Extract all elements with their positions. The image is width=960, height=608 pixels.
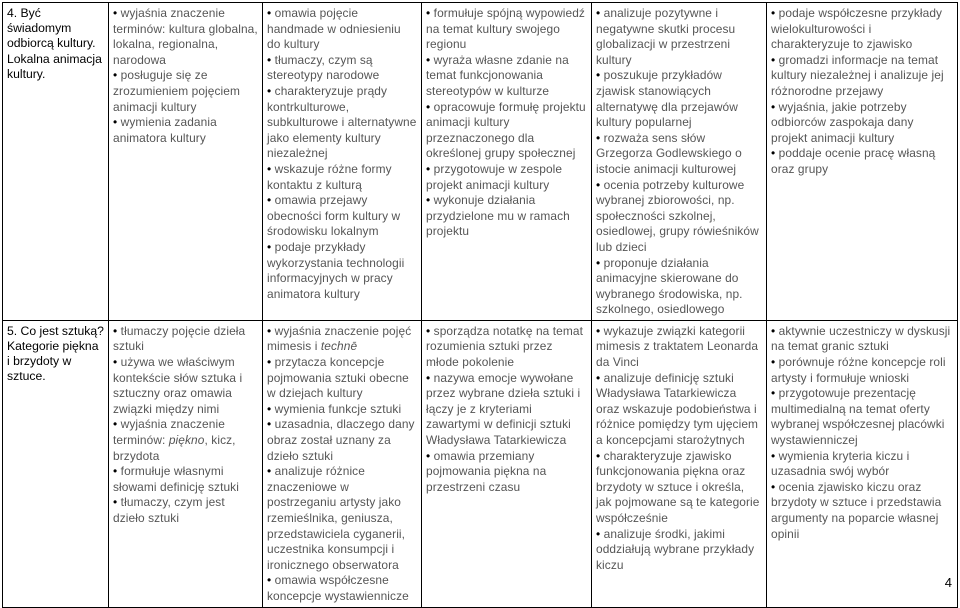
requirements-cell bbox=[109, 3, 263, 321]
requirement-text: uzasadnia, dlaczego dany obraz został uznany za dzieło sztuki bbox=[267, 417, 415, 463]
requirement-text: podaje przykłady wykorzystania technologii informacyjnych w pracy animatora kultury bbox=[267, 239, 405, 301]
requirement-text: wskazuje różne formy kontaktu z kulturą bbox=[267, 161, 392, 192]
requirement-item bbox=[113, 6, 258, 68]
requirement-item bbox=[596, 6, 762, 68]
requirement-text: analizuje pozytywne i negatywne skutki procesu globalizacji w przestrzeni kultury bbox=[596, 6, 736, 67]
requirement-item bbox=[596, 371, 762, 449]
requirement-term: technē bbox=[320, 339, 358, 354]
requirement-text: tłumaczy, czym jest dzieło sztuki bbox=[113, 495, 225, 525]
requirement-item bbox=[771, 146, 953, 177]
requirements-cell bbox=[263, 320, 422, 607]
requirement-item bbox=[771, 53, 953, 100]
requirement-item bbox=[771, 449, 953, 480]
requirement-text: wyjaśnia, jakie potrzeby odbiorców zaspokaja dany projekt animacji kultury bbox=[771, 99, 914, 145]
requirement-item bbox=[426, 193, 587, 240]
requirement-item bbox=[426, 371, 587, 449]
requirement-text: aktywnie uczestniczy w dyskusji na temat granic sztuki bbox=[771, 323, 951, 354]
requirement-text: posługuje się ze zrozumieniem pojęciem animacji kultury bbox=[113, 68, 240, 114]
requirement-text: wykazuje związki kategorii mimesis z traktatem Leonarda da Vinci bbox=[596, 323, 759, 370]
requirement-text: wyjaśnia znaczenie terminów: kultura globalna, lokalna, regionalna, narodowa bbox=[113, 6, 258, 67]
requirement-text: nazywa emocje wywołane przez wybrane dzieła sztuki i łączy je z kryteriami zawartymi w definicji sztuki Władysława Tatarkiewicza bbox=[426, 370, 581, 448]
requirement-text: analizuje definicję sztuki Władysława Tatarkiewicza oraz wskazuje podobieństwa i różnice pomiędzy tym ujęciem a koncepcjami starożytnych bbox=[596, 370, 759, 448]
requirement-item bbox=[596, 324, 762, 371]
requirement-text: opracowuje formułę projektu animacji kultury przeznaczonego dla określonej grupy społecznej bbox=[426, 99, 586, 161]
topic-cell bbox=[3, 3, 109, 321]
requirement-text: podaje współczesne przykłady wielokulturowości i charakteryzuje to zjawisko bbox=[771, 6, 943, 52]
requirement-text: przygotowuje w zespole projekt animacji kultury bbox=[426, 161, 563, 192]
requirement-text: formułuje własnymi słowami definicję sztuki bbox=[113, 464, 239, 494]
requirement-text: omawia współczesne koncepcje wystawiennicze bbox=[267, 573, 409, 603]
requirement-item bbox=[596, 68, 762, 130]
requirement-item bbox=[426, 449, 587, 496]
requirement-text: tłumaczy, czym są stereotypy narodowe bbox=[267, 52, 380, 83]
requirement-item bbox=[596, 527, 762, 574]
requirement-item bbox=[426, 324, 587, 371]
requirement-text: omawia pojęcie handmade w odniesieniu do kultury bbox=[267, 6, 401, 52]
table-row bbox=[3, 3, 958, 321]
requirement-text: przytacza koncepcje pojmowania sztuki obecne w dziejach kultury bbox=[267, 355, 409, 401]
requirement-item bbox=[426, 53, 587, 100]
requirement-item bbox=[267, 355, 417, 402]
requirement-item bbox=[771, 355, 953, 386]
requirement-item bbox=[596, 449, 762, 527]
requirement-text: porównuje różne koncepcje roli artysty i formułuje wnioski bbox=[771, 355, 946, 385]
topic-cell bbox=[3, 320, 109, 607]
requirement-item bbox=[113, 324, 258, 355]
requirements-cell bbox=[767, 3, 958, 321]
requirement-item bbox=[113, 355, 258, 417]
requirement-text: wykonuje działania przydzielone mu w ramach projektu bbox=[426, 193, 570, 239]
requirement-text: charakteryzuje prądy kontrkulturowe, subkulturowe i alternatywne jako elementy kultury niezależnej bbox=[267, 83, 417, 161]
table-row bbox=[3, 320, 958, 607]
requirement-text: rozważa sens słów Grzegorza Godlewskiego o istocie animacji kulturowej bbox=[596, 130, 742, 176]
requirement-item bbox=[113, 495, 258, 526]
requirement-item bbox=[267, 402, 417, 418]
requirement-text: omawia przejawy obecności form kultury w środowisku lokalnym bbox=[267, 193, 401, 239]
requirement-text: wymienia zadania animatora kultury bbox=[113, 115, 217, 145]
requirement-item bbox=[267, 53, 417, 84]
requirement-text: ocenia zjawisko kiczu oraz brzydoty w sztuce i przedstawia argumenty na poparcie własnej opinii bbox=[771, 479, 942, 541]
requirement-text: wymienia kryteria kiczu i uzasadnia swój wybór bbox=[771, 448, 910, 479]
requirements-cell bbox=[263, 3, 422, 321]
requirement-item bbox=[771, 386, 953, 448]
requirement-text: ocenia potrzeby kulturowe wybranej zbiorowości, np. społeczności szkolnej, osiedlowej, grupy rówieśników lub dzieci bbox=[596, 177, 759, 254]
requirement-text: analizuje różnice znaczeniowe w postrzeganiu artysty jako rzemieślnika, geniusza, przedstawiciela cyganerii, uczestnika konsumpcji i ironicznego obserwatora bbox=[267, 464, 406, 572]
curriculum-table bbox=[2, 2, 958, 608]
requirement-item bbox=[596, 178, 762, 256]
page-number: 4 bbox=[944, 575, 952, 590]
requirement-text-tail: , kicz, brzydota bbox=[113, 433, 236, 463]
requirement-text: analizuje środki, jakimi oddziałują wybrane przykłady kiczu bbox=[596, 526, 755, 572]
requirement-text: proponuje działania animacyjne skierowane do wybranego środowiska, np. szkolnego, osiedlowego bbox=[596, 255, 743, 317]
requirement-item bbox=[267, 240, 417, 302]
requirements-cell bbox=[422, 320, 592, 607]
requirement-text: wyjaśnia znaczenie terminów: bbox=[113, 417, 225, 448]
topic-subtitle: Lokalna animacja kultury. bbox=[7, 51, 102, 81]
requirement-item bbox=[267, 417, 417, 464]
requirement-item bbox=[771, 480, 953, 542]
requirement-item bbox=[113, 464, 258, 495]
requirement-text: poddaje ocenie pracę własną oraz grupy bbox=[771, 146, 936, 176]
requirement-text: używa we właściwym kontekście słów sztuka i sztuczny oraz omawia związki między nimi bbox=[113, 355, 243, 416]
requirement-text: gromadzi informacje na temat kultury niezależnej i analizuje jej różnorodne przejawy bbox=[771, 52, 944, 98]
requirement-text: wyraża własne zdanie na temat funkcjonowania stereotypów w kulturze bbox=[426, 52, 569, 98]
requirements-cell bbox=[422, 3, 592, 321]
requirements-cell bbox=[592, 3, 767, 321]
requirement-text: charakteryzuje zjawisko funkcjonowania piękna oraz brzydoty w sztuce i określa, jak pojmowane są te kategorie współcześnie bbox=[596, 448, 760, 525]
requirements-cell bbox=[109, 320, 263, 607]
requirement-item bbox=[113, 68, 258, 115]
requirement-text: przygotowuje prezentację multimedialną na temat oferty wybranej współczesnej placówki wystawienniczej bbox=[771, 386, 945, 448]
requirement-term: piękno bbox=[168, 433, 205, 448]
requirement-text: tłumaczy pojęcie dzieła sztuki bbox=[113, 323, 246, 354]
requirement-item bbox=[426, 100, 587, 162]
requirement-text: wymienia funkcje sztuki bbox=[274, 401, 402, 416]
requirement-item bbox=[267, 6, 417, 53]
requirements-cell bbox=[767, 320, 958, 607]
requirement-item bbox=[426, 162, 587, 193]
requirement-text: omawia przemiany pojmowania piękna na przestrzeni czasu bbox=[426, 448, 547, 494]
requirement-item bbox=[267, 84, 417, 162]
requirement-item bbox=[771, 6, 953, 53]
requirement-item bbox=[771, 100, 953, 147]
requirement-item bbox=[267, 573, 417, 604]
requirement-text: wyjaśnia znaczenie pojęć mimesis i bbox=[267, 323, 412, 354]
requirement-item bbox=[267, 464, 417, 573]
topic-title: 4. Być świadomym odbiorcą kultury. bbox=[7, 6, 96, 51]
requirement-item bbox=[771, 324, 953, 355]
requirement-item bbox=[596, 256, 762, 318]
requirement-text: sporządza notatkę na temat rozumienia sztuki przez młode pokolenie bbox=[426, 323, 584, 370]
requirement-item bbox=[113, 115, 258, 146]
requirements-cell bbox=[592, 320, 767, 607]
requirement-item bbox=[426, 6, 587, 53]
requirement-item bbox=[267, 193, 417, 240]
requirement-text: formułuje spójną wypowiedź na temat kultury swojego regionu bbox=[426, 6, 585, 52]
requirement-item bbox=[267, 324, 417, 355]
requirement-item bbox=[113, 417, 258, 464]
requirement-text: poszukuje przykładów zjawisk stanowiących alternatywę dla przejawów kultury popularnej bbox=[596, 68, 738, 130]
requirement-item bbox=[267, 162, 417, 193]
requirement-item bbox=[596, 131, 762, 178]
topic-title: 5. Co jest sztuką? Kategorie piękna i brzydoty w sztuce. bbox=[7, 323, 104, 384]
